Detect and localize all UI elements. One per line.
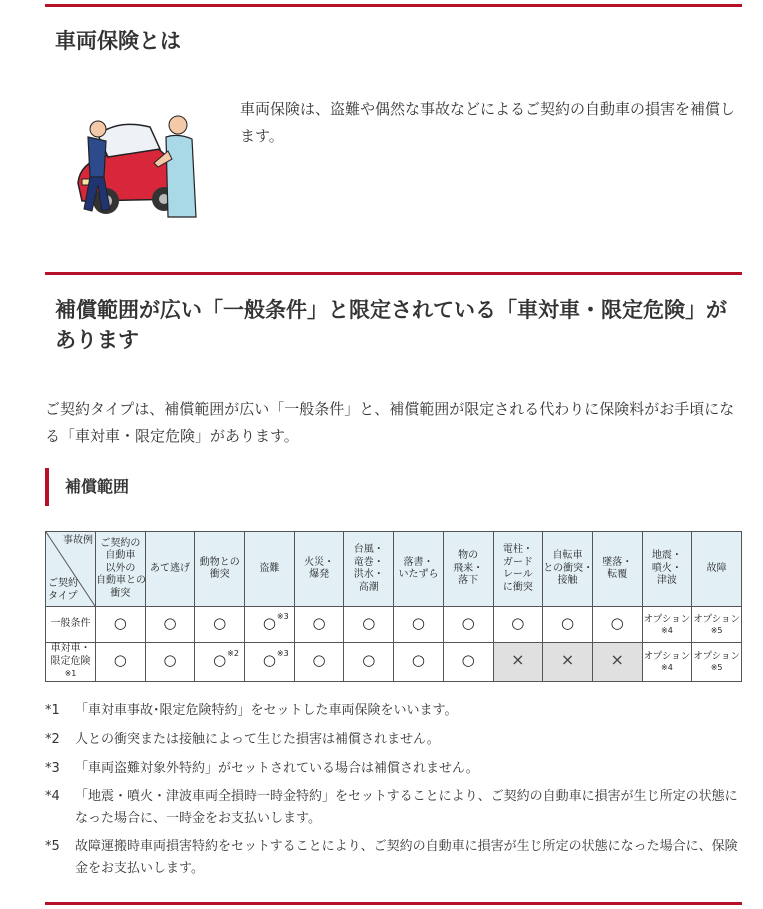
contract-type-label: 一般条件	[50, 618, 91, 630]
coverage-cell	[642, 607, 692, 643]
footnote-1: *1 「車対車事故･限定危険特約」をセットした車両保険をいいます。	[45, 703, 458, 718]
option-text: オプション	[643, 613, 691, 625]
option-label	[692, 651, 741, 673]
coverage-cell	[493, 607, 543, 643]
column-header: 地震・ 噴火・ 津波	[642, 532, 692, 607]
coverage-cell	[294, 607, 344, 643]
coverage-cell	[543, 607, 593, 643]
coverage-cell	[692, 607, 742, 643]
option-text: オプション	[643, 650, 691, 662]
footnote-5: *5 故障運搬時車両損害特約をセットすることにより、ご契約の自動車に損害が生じ所定の状態になった場合に、保険金をお支払いします。	[45, 839, 738, 876]
mark-text: ○	[262, 651, 276, 669]
covered-mark	[262, 611, 289, 632]
covered-mark	[312, 651, 326, 669]
coverage-cell	[145, 643, 195, 682]
not-covered-mark	[610, 650, 624, 669]
covered-mark	[113, 613, 127, 632]
covered-mark	[163, 613, 177, 632]
column-header: 落書・ いたずら	[394, 532, 444, 607]
mark-text: ○	[312, 613, 326, 632]
coverage-cell	[145, 607, 195, 643]
coverage-cell	[245, 643, 295, 682]
coverage-table	[45, 531, 742, 682]
covered-mark	[213, 613, 227, 632]
covered-mark	[461, 613, 475, 632]
covered-mark	[461, 651, 475, 669]
contract-type-note: ※1	[64, 669, 77, 678]
mark-text: ○	[362, 613, 376, 632]
column-header: ご契約の 自動車 以外の 自動車との 衝突	[96, 532, 146, 607]
coverage-cell	[443, 643, 493, 682]
coverage-cell	[344, 643, 394, 682]
car-inspection-illustration	[68, 105, 204, 225]
mark-text: ○	[312, 651, 326, 669]
coverage-cell	[394, 643, 444, 682]
coverage-cell	[592, 643, 642, 682]
covered-mark	[312, 613, 326, 632]
covered-mark	[411, 651, 426, 669]
covered-mark	[560, 613, 575, 632]
bottom-divider	[45, 902, 742, 905]
column-header: 物の 飛来・ 落下	[443, 532, 493, 607]
coverage-cell	[195, 643, 245, 682]
option-note: ※4	[661, 662, 673, 672]
top-divider	[45, 4, 742, 7]
mark-text: ×	[511, 650, 525, 669]
coverage-cell	[692, 643, 742, 682]
covered-mark	[511, 613, 525, 632]
corner-label-type: ご契約 タイプ	[48, 578, 78, 602]
mark-text: ○	[411, 651, 426, 669]
coverage-heading: 補償範囲	[45, 468, 129, 506]
section1-text: 車両保険は、盗難や偶然な事故などによるご契約の自動車の損害を補償します。	[240, 100, 736, 145]
mark-text: ○	[213, 613, 227, 632]
coverage-cell	[344, 607, 394, 643]
mark-text: ○	[461, 651, 475, 669]
mark-text: ○	[262, 613, 276, 632]
coverage-cell	[642, 643, 692, 682]
covered-mark	[411, 613, 426, 632]
mark-note: ※3	[276, 649, 289, 658]
option-label	[643, 651, 692, 673]
mark-note: ※3	[276, 611, 289, 621]
column-header: 動物との 衝突	[195, 532, 245, 607]
covered-mark	[163, 651, 177, 669]
column-header: 火災・ 爆発	[294, 532, 344, 607]
mark-text: ○	[113, 651, 127, 669]
column-header: 故障	[692, 532, 742, 607]
covered-mark	[610, 613, 624, 632]
section2-text: ご契約タイプは、補償範囲が広い「一般条件」と、補償範囲が限定される代わりに保険料がお手頃になる「車対車・限定危険」があります。	[45, 400, 735, 445]
mark-text: ○	[610, 613, 624, 632]
footnote-4: *4 「地震・噴火・津波車両全損時一時金特約」をセットすることにより、ご契約の自動車に損害が生じ所定の状態になった場合に、一時金をお支払いします。	[45, 789, 738, 826]
coverage-cell	[96, 607, 146, 643]
column-header: 盗難	[245, 532, 295, 607]
section2-divider	[45, 272, 742, 275]
coverage-header-row	[46, 532, 742, 607]
covered-mark	[262, 649, 289, 669]
coverage-cell	[543, 643, 593, 682]
option-note: ※5	[710, 625, 723, 635]
coverage-cell	[592, 607, 642, 643]
column-header: 電柱・ ガード レール に衝突	[493, 532, 543, 607]
contract-type-cell	[46, 643, 96, 682]
covered-mark	[362, 613, 376, 632]
coverage-cell	[294, 643, 344, 682]
option-note: ※5	[710, 662, 723, 672]
column-header: あて逃げ	[145, 532, 195, 607]
mark-text: ○	[461, 613, 475, 632]
mark-text: ×	[560, 650, 575, 669]
contract-type-label: 車対車・ 限定危険	[50, 643, 91, 667]
mark-text: ×	[610, 650, 624, 669]
mark-text: ○	[411, 613, 426, 632]
coverage-cell	[443, 607, 493, 643]
footnote-3: *3 「車両盗難対象外特約」がセットされている場合は補償されません。	[45, 761, 479, 776]
not-covered-mark	[560, 650, 575, 669]
column-header: 墜落・ 転覆	[592, 532, 642, 607]
option-text: オプション	[693, 613, 740, 625]
mark-note: ※2	[227, 649, 239, 658]
coverage-cell	[195, 607, 245, 643]
coverage-cell	[96, 643, 146, 682]
option-label	[692, 614, 741, 636]
covered-mark	[362, 651, 376, 669]
not-covered-mark	[511, 650, 525, 669]
mark-text: ○	[113, 613, 127, 632]
corner-cell	[46, 532, 96, 607]
coverage-cell	[245, 607, 295, 643]
mark-text: ○	[163, 613, 177, 632]
mark-text: ○	[362, 651, 376, 669]
table-row-limited	[46, 643, 742, 682]
column-header: 自転車 との衝突・ 接触	[543, 532, 593, 607]
covered-mark	[113, 651, 127, 669]
column-header: 台風・ 竜巻・ 洪水・ 高潮	[344, 532, 394, 607]
mark-text: ○	[213, 651, 227, 669]
corner-label-accident: 事故例	[63, 535, 93, 546]
covered-mark	[213, 649, 239, 669]
mark-text: ○	[511, 613, 525, 632]
option-text: オプション	[693, 650, 740, 662]
section-title-vehicle-insurance: 車両保険とは	[55, 29, 181, 53]
mark-text: ○	[560, 613, 575, 632]
mark-text: ○	[163, 651, 177, 669]
option-note: ※4	[661, 625, 673, 635]
contract-type-cell	[46, 607, 96, 643]
footnote-2: *2 人との衝突または接触によって生じた損害は補償されません。	[45, 732, 440, 747]
coverage-cell	[394, 607, 444, 643]
coverage-cell	[493, 643, 543, 682]
option-label	[643, 614, 692, 636]
table-row-general	[46, 607, 742, 643]
section-title-coverage-types: 補償範囲が広い「一般条件」と限定されている「車対車・限定危険」があります	[55, 298, 727, 352]
